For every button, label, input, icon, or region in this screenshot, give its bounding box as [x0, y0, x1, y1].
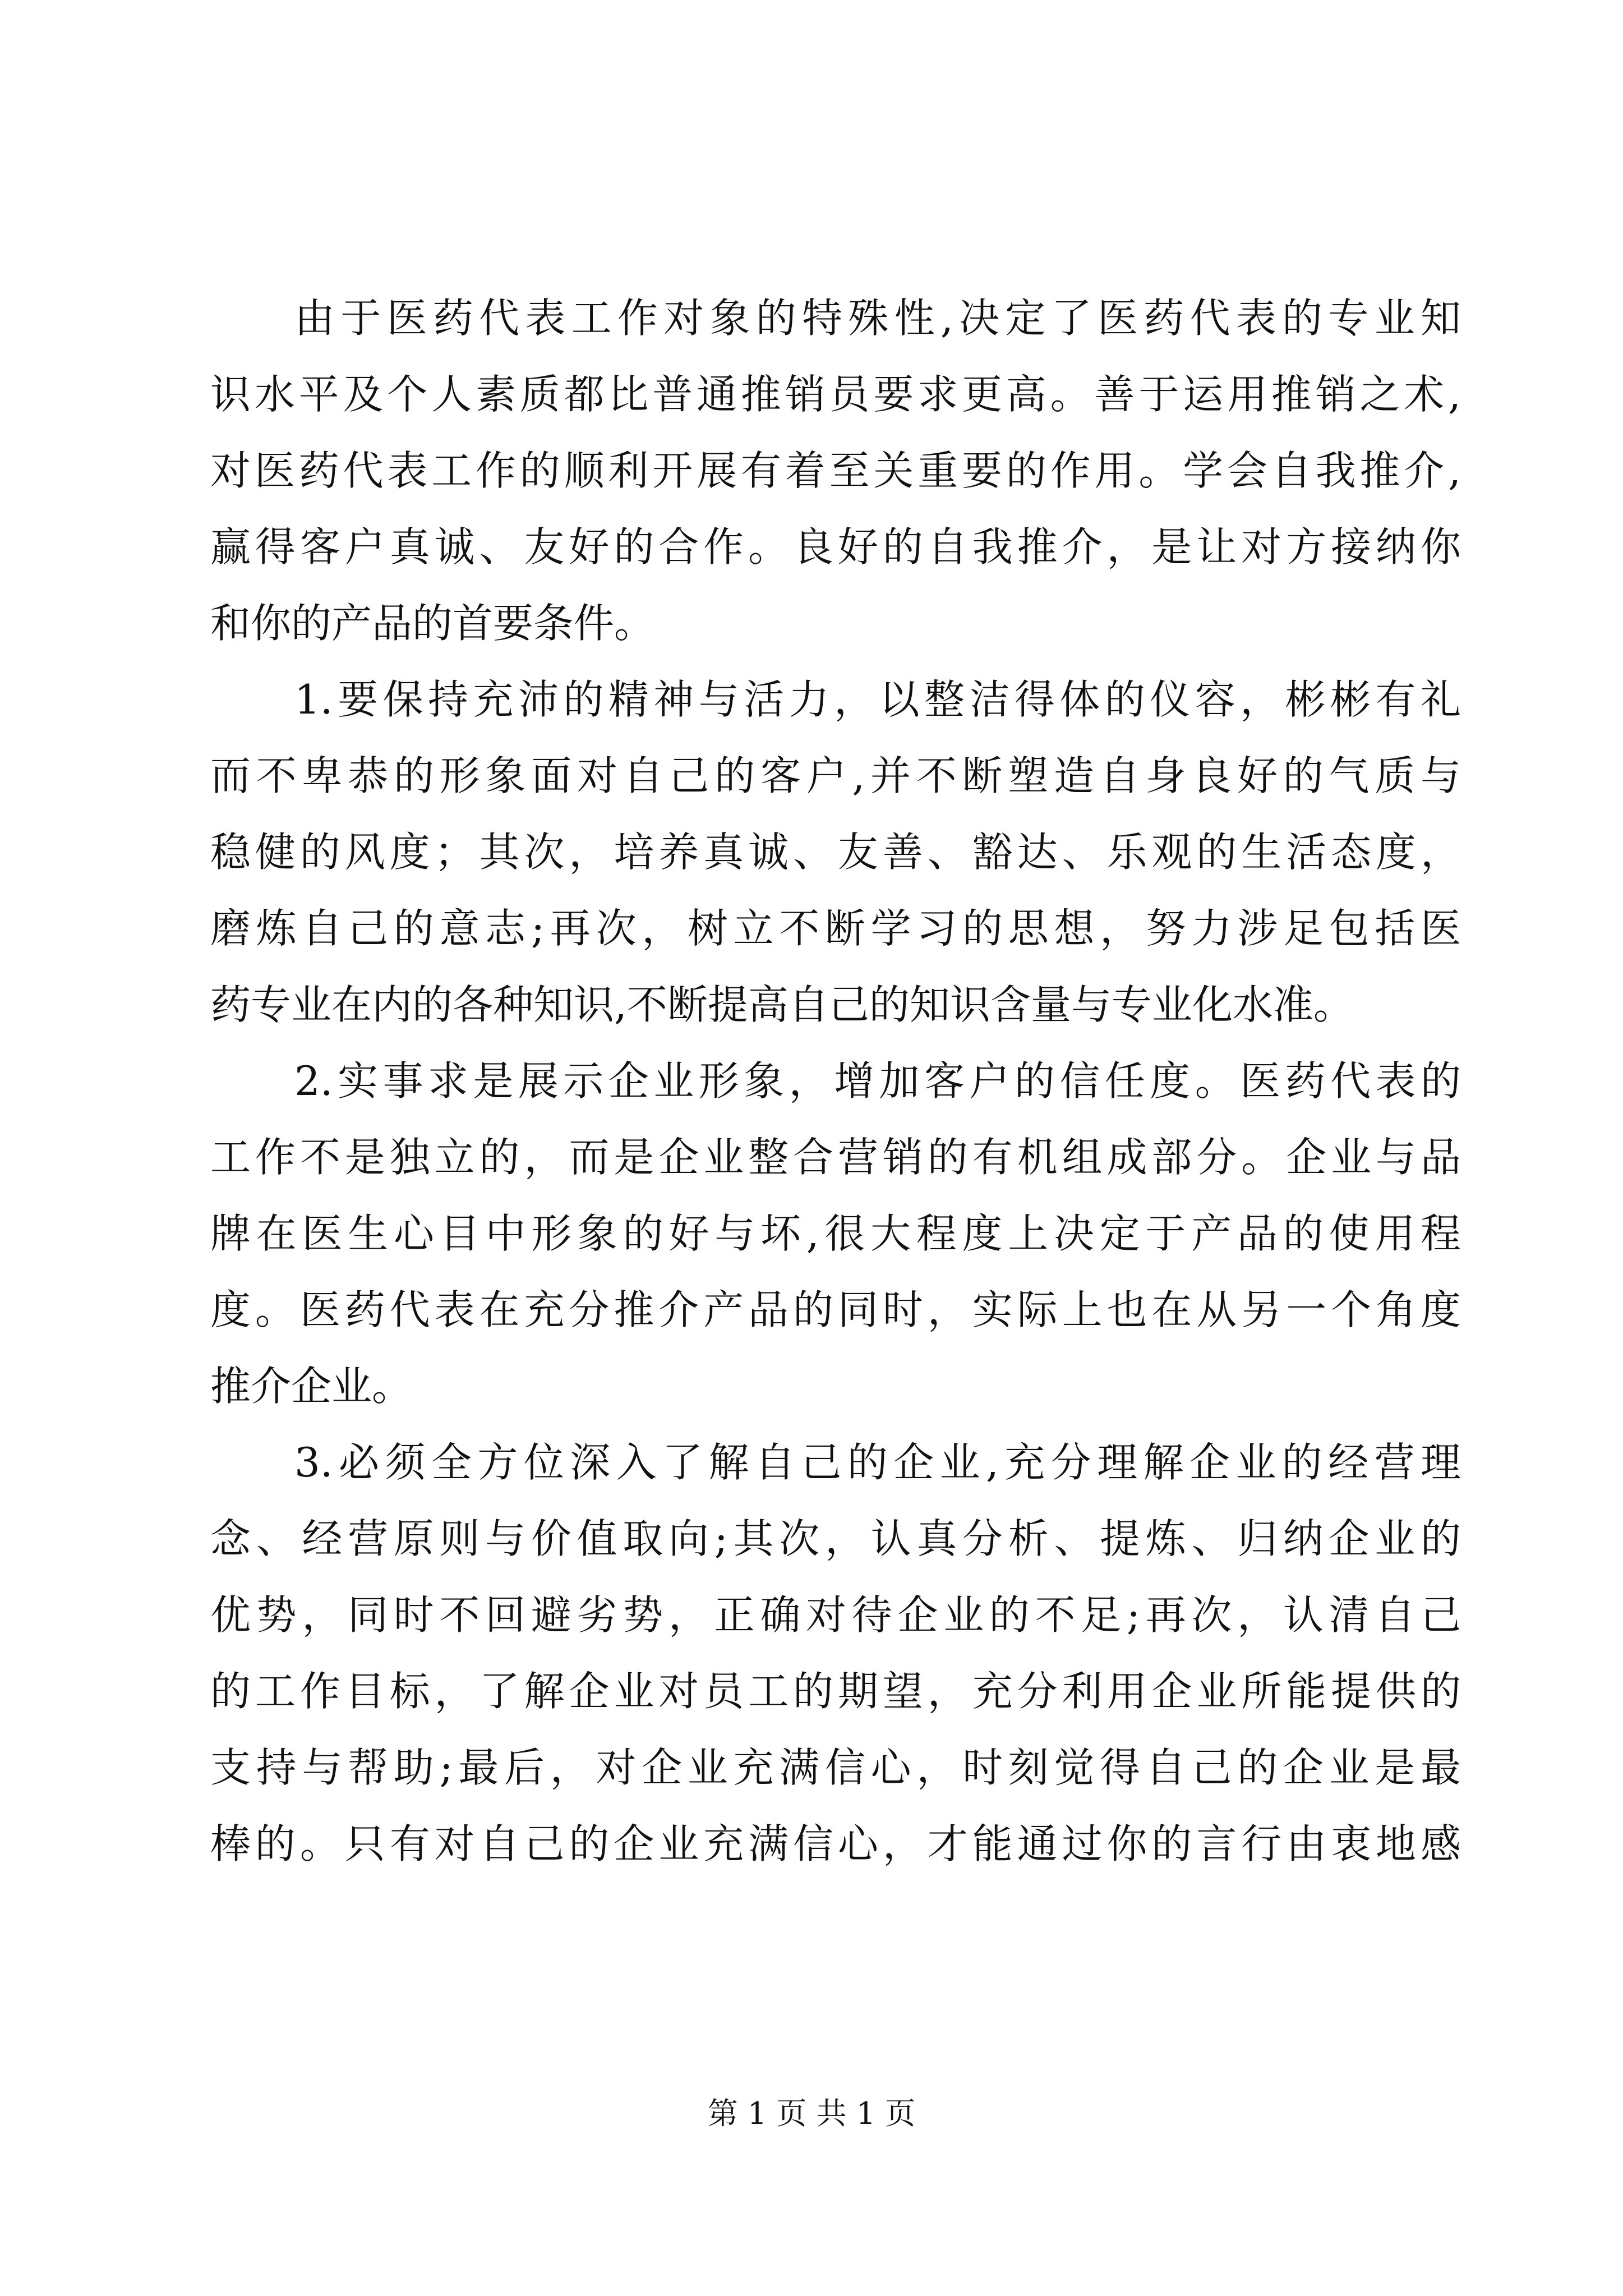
paragraph-line: 和你的产品的首要条件。 [210, 600, 655, 647]
paragraph-line: 棒的。只有对自己的企业充满信心，才能通过你的言行由衷地感 [210, 1820, 1461, 1867]
paragraph-line: 而不卑恭的形象面对自己的客户,并不断塑造自身良好的气质与 [210, 752, 1461, 799]
document-body [210, 295, 1461, 1897]
paragraph-line: 药专业在内的各种知识,不断提高自己的知识含量与专业化水准。 [210, 981, 1354, 1028]
paragraph-line: 赢得客户真诚、友好的合作。良好的自我推介，是让对方接纳你 [210, 523, 1461, 570]
paragraph-line: 工作不是独立的，而是企业整合营销的有机组成部分。企业与品 [210, 1134, 1461, 1181]
paragraph-line: 对医药代表工作的顺利开展有着至关重要的作用。学会自我推介, [210, 447, 1461, 494]
paragraph-line: 识水平及个人素质都比普通推销员要求更高。善于运用推销之术, [210, 371, 1461, 418]
paragraph-line: 的工作目标，了解企业对员工的期望，充分利用企业所能提供的 [210, 1668, 1461, 1715]
paragraph-line: 推介企业。 [210, 1363, 413, 1410]
paragraph-line: 2.实事求是展示企业形象，增加客户的信任度。医药代表的 [294, 1057, 1461, 1105]
paragraph-line: 由于医药代表工作对象的特殊性,决定了医药代表的专业知 [294, 295, 1461, 342]
paragraph-line: 牌在医生心目中形象的好与坏,很大程度上决定于产品的使用程 [210, 1210, 1461, 1257]
paragraph-line: 支持与帮助;最后，对企业充满信心，时刻觉得自己的企业是最 [210, 1744, 1461, 1791]
paragraph-line: 念、经营原则与价值取向;其次，认真分析、提炼、归纳企业的 [210, 1515, 1461, 1562]
paragraph-line: 稳健的风度；其次，培养真诚、友善、豁达、乐观的生活态度， [210, 829, 1461, 876]
paragraph-line: 1.要保持充沛的精神与活力，以整洁得体的仪容，彬彬有礼 [294, 676, 1461, 723]
paragraph-line: 优势，同时不回避劣势，正确对待企业的不足;再次，认清自己 [210, 1591, 1461, 1639]
page-footer: 第 1 页 共 1 页 [707, 2096, 916, 2131]
paragraph-line: 磨炼自己的意志;再次，树立不断学习的思想，努力涉足包括医 [210, 905, 1461, 952]
paragraph-line: 3.必须全方位深入了解自己的企业,充分理解企业的经营理 [294, 1439, 1461, 1486]
paragraph-line: 度。医药代表在充分推介产品的同时，实际上也在从另一个角度 [210, 1286, 1461, 1333]
